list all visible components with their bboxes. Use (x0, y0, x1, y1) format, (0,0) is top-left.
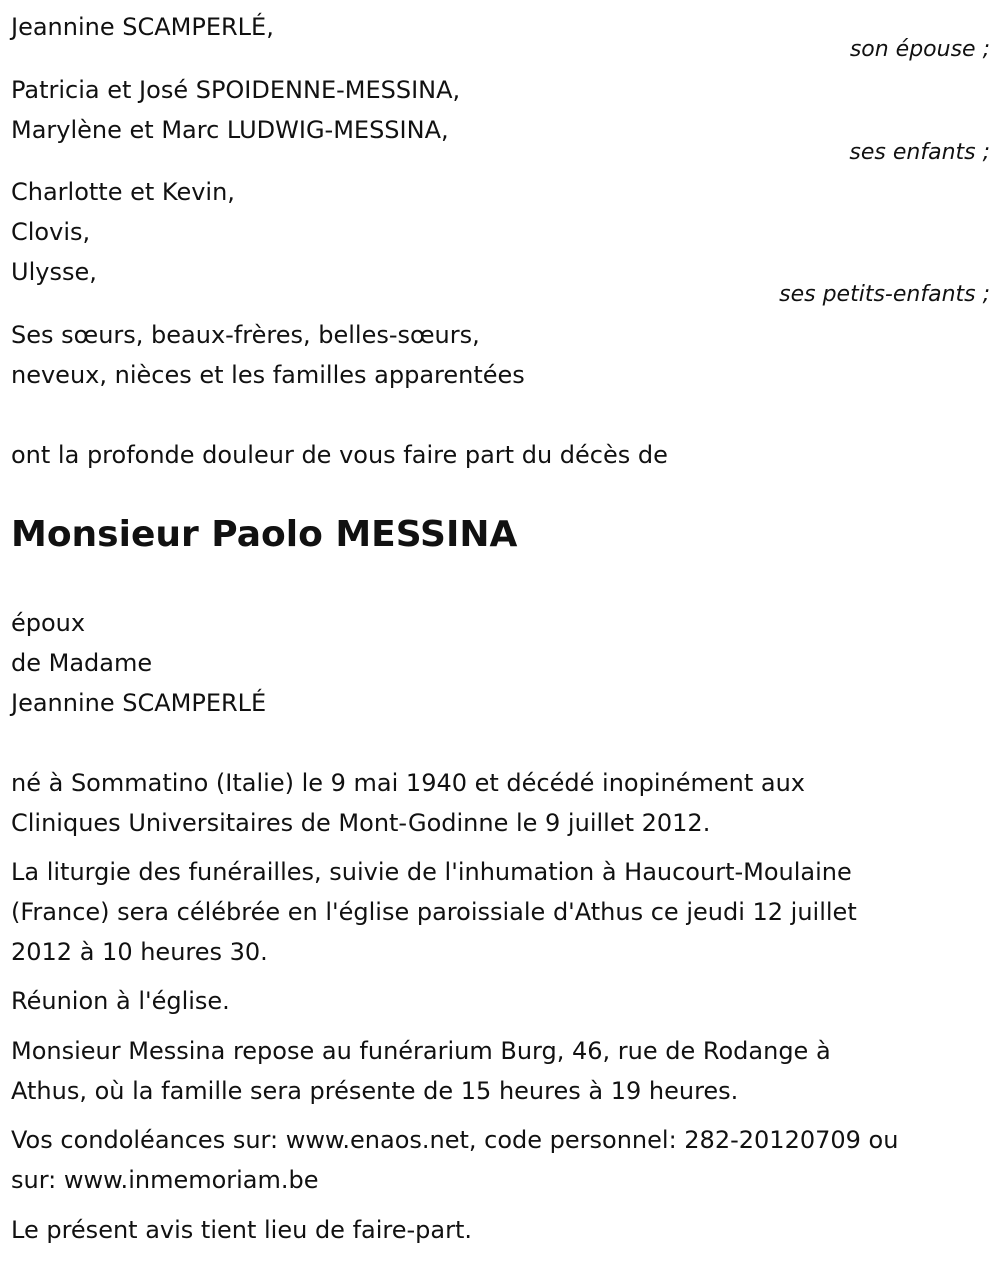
spouse-name: Jeannine SCAMPERLÉ, (11, 13, 274, 41)
rest-line: Athus, où la famille sera présente de 15 heures à 19 heures. (11, 1077, 739, 1105)
funeral-line: La liturgie des funérailles, suivie de l'inhumation à Haucourt-Moulaine (11, 858, 852, 886)
children-role: ses enfants ; (849, 140, 990, 165)
spouse-of-line: de Madame (11, 649, 153, 677)
grandchild-line: Clovis, (11, 218, 91, 246)
condolences-line: sur: www.inmemoriam.be (11, 1166, 319, 1194)
relatives-line: neveux, nièces et les familles apparentées (11, 361, 525, 389)
funeral-line: (France) sera célébrée en l'église paroissiale d'Athus ce jeudi 12 juillet (11, 898, 857, 926)
rest-line: Monsieur Messina repose au funérarium Burg, 46, rue de Rodange à (11, 1037, 831, 1065)
grandchild-line: Charlotte et Kevin, (11, 178, 235, 206)
birth-death-line: né à Sommatino (Italie) le 9 mai 1940 et décédé inopinément aux (11, 769, 805, 797)
meeting-line: Réunion à l'église. (11, 987, 230, 1015)
funeral-line: 2012 à 10 heures 30. (11, 938, 268, 966)
spouse-of-line: époux (11, 609, 86, 637)
child-line: Patricia et José SPOIDENNE-MESSINA, (11, 76, 461, 104)
spouse-of-line: Jeannine SCAMPERLÉ (11, 689, 267, 717)
deceased-name: Monsieur Paolo MESSINA (11, 514, 518, 555)
grandchildren-role: ses petits-enfants ; (779, 282, 990, 307)
birth-death-line: Cliniques Universitaires de Mont-Godinne le 9 juillet 2012. (11, 809, 711, 837)
grandchild-line: Ulysse, (11, 258, 97, 286)
child-line: Marylène et Marc LUDWIG-MESSINA, (11, 116, 449, 144)
condolences-line: Vos condoléances sur: www.enaos.net, code personnel: 282-20120709 ou (11, 1126, 899, 1154)
relatives-line: Ses sœurs, beaux-frères, belles-sœurs, (11, 321, 480, 349)
announcement-text: ont la profonde douleur de vous faire part du décès de (11, 441, 668, 469)
closing-line: Le présent avis tient lieu de faire-part. (11, 1216, 473, 1244)
spouse-role: son épouse ; (849, 37, 990, 62)
